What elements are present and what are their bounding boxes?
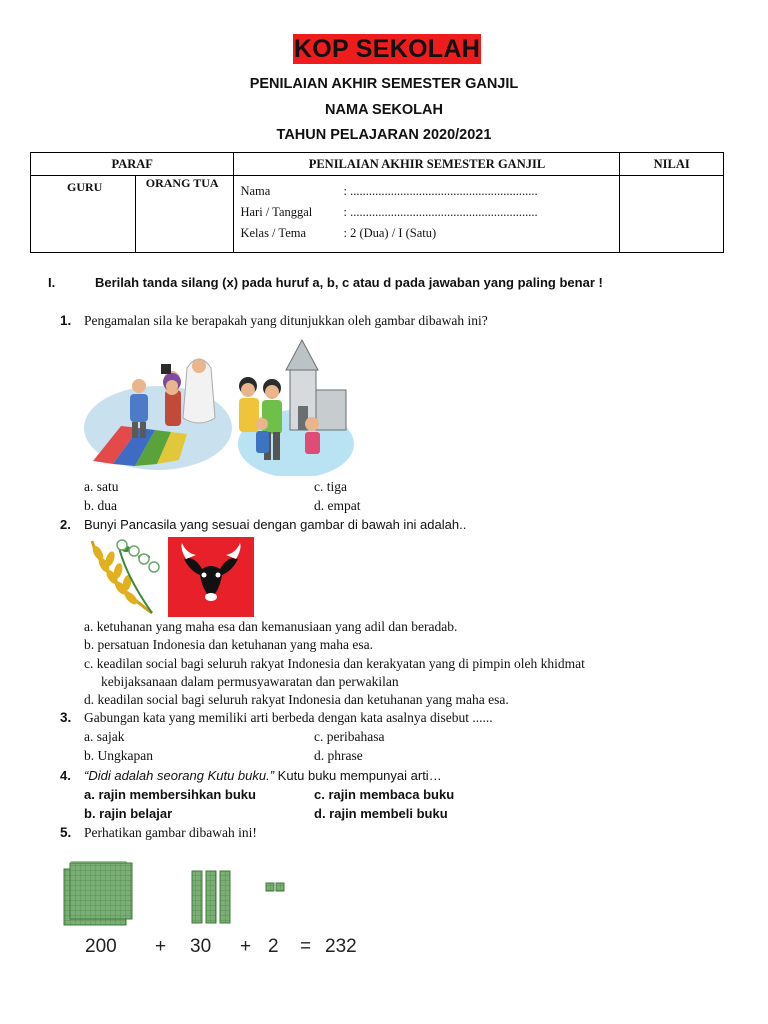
guru-label: GURU: [67, 180, 103, 194]
q5-number: 5.: [60, 825, 72, 840]
base-ten-blocks-image: [60, 855, 365, 955]
q2-option-b: b. persatuan Indonesia dan ketuhanan yang maha esa.: [84, 637, 374, 652]
q4-option-c: c. rajin membaca buku: [314, 787, 455, 802]
q3-option-b: b. Ungkapan: [84, 748, 153, 763]
q3-option-a: a. sajak: [84, 729, 125, 744]
nilai-header: NILAI: [620, 153, 724, 176]
eq-hundreds: 200: [85, 936, 117, 955]
kelas-tema-label: Kelas / Tema: [240, 226, 307, 240]
student-info-table: [30, 152, 724, 253]
q1-option-a: a. satu: [84, 479, 119, 494]
pas-header: PENILAIAN AKHIR SEMESTER GANJIL: [234, 153, 620, 176]
q2-option-a: a. ketuhanan yang maha esa dan kemanusiaan yang adil dan beradab.: [84, 619, 458, 634]
q3-text: Gabungan kata yang memiliki arti berbeda dengan kata asalnya disebut ......: [84, 710, 493, 725]
q5-text: Perhatikan gambar dibawah ini!: [84, 825, 257, 840]
eq-plus-1: +: [155, 936, 167, 955]
orang-tua-label: ORANG TUA: [145, 176, 219, 190]
q4-option-d: d. rajin membeli buku: [314, 806, 448, 821]
q2-number: 2.: [60, 517, 71, 532]
padi-kapas-image: [84, 537, 164, 617]
kelas-tema-value: : 2 (Dua) / I (Satu): [343, 226, 437, 240]
q4-quote: “Didi adalah seorang Kutu buku.”: [84, 768, 275, 783]
q2-option-c: c. keadilan social bagi seluruh rakyat Indonesia dan kerakyatan yang di pimpin oleh khidmat: [84, 656, 585, 671]
q3-option-c: c. peribahasa: [314, 729, 385, 744]
q2-text: Bunyi Pancasila yang sesuai dengan gambar di bawah ini adalah..: [84, 517, 467, 532]
section-number: I.: [48, 275, 56, 290]
q4-number: 4.: [60, 768, 71, 783]
q3-option-d: d. phrase: [314, 748, 363, 763]
kop-sekolah-banner: KOP SEKOLAH: [293, 35, 481, 63]
q1-option-b: b. dua: [84, 498, 117, 513]
q1-option-c: c. tiga: [314, 479, 347, 494]
q2-option-d: d. keadilan social bagi seluruh rakyat Indonesia dan ketuhanan yang maha esa.: [84, 692, 509, 707]
q4-text: Kutu buku mempunyai arti…: [274, 768, 442, 783]
q2-option-c-cont: kebijaksanaan dalam permusyawaratan dan perwakilan: [101, 674, 399, 689]
nama-value: : ............................................................: [343, 184, 538, 198]
q1-text: Pengamalan sila ke berapakah yang ditunjukkan oleh gambar dibawah ini?: [84, 313, 488, 328]
banteng-image: [168, 537, 254, 617]
nama-label: Nama: [240, 184, 271, 198]
eq-result: 232: [325, 936, 357, 955]
eq-tens: 30: [190, 936, 212, 955]
eq-plus-2: +: [240, 936, 252, 955]
paraf-header: PARAF: [31, 153, 234, 176]
section-instruction: Berilah tanda silang (x) pada huruf a, b, c atau d pada jawaban yang paling benar !: [95, 275, 603, 290]
nilai-cell: [620, 176, 724, 253]
q1-number: 1.: [60, 313, 72, 328]
q4-option-a: a. rajin membersihkan buku: [84, 787, 256, 802]
q1-option-d: d. empat: [314, 498, 361, 513]
hari-tanggal-label: Hari / Tanggal: [240, 205, 313, 219]
eq-equals: =: [300, 936, 312, 955]
school-name: NAMA SEKOLAH: [325, 102, 443, 118]
identity-fields: [240, 181, 537, 244]
eq-ones: 2: [268, 936, 279, 955]
academic-year: TAHUN PELAJARAN 2020/2021: [276, 127, 492, 143]
church-family-image: [234, 336, 356, 476]
hari-tanggal-value: : ............................................................: [343, 205, 538, 219]
q3-number: 3.: [60, 710, 72, 725]
exam-title: PENILAIAN AKHIR SEMESTER GANJIL: [249, 76, 519, 92]
q4-option-b: b. rajin belajar: [84, 806, 173, 821]
prayer-family-image: [83, 336, 233, 476]
